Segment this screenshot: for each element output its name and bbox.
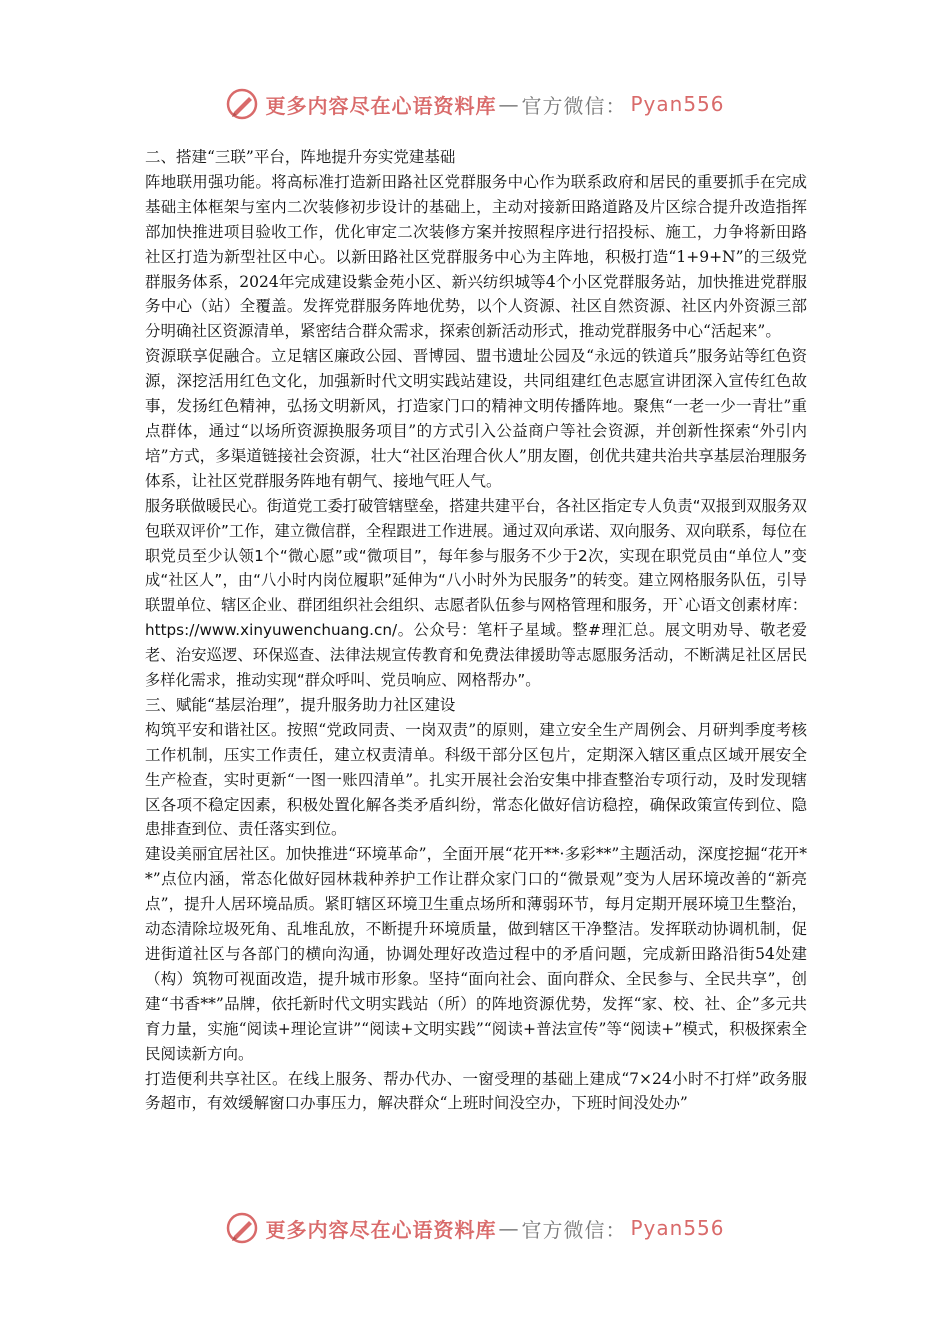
header-banner	[0, 84, 950, 124]
paragraph: 阵地联用强功能。将高标准打造新田路社区党群服务中心作为联系政府和居民的重要抓手在完成基础主体框架与室内二次装修初步设计的基础上，主动对接新田路道路及片区综合提升改造指挥部加快推进项目验收工作，优化审定二次装修方案并按照程序进行招投标、施工，力争将新田路社区打造为新型社区中心。以新田路社区党群服务中心为主阵地，积极打造“1+9+N”的三级党群服务体系，2024年完成建设紫金苑小区、新兴纺织城等4个小区党群服务站，加快推进党群服务中心（站）全覆盖。发挥党群服务阵地优势，以个人资源、社区自然资源、社区内外资源三部分明确社区资源清单，紧密结合群众需求，探索创新活动形式，推动党群服务中心“活起来”。	[145, 172, 807, 341]
banner-wechat-id: Pyan556	[630, 92, 725, 116]
paragraph: 服务联做暖民心。街道党工委打破管辖壁垒，搭建共建平台，各社区指定专人负责“双报到双服务双包联双评价”工作，建立微信群，全程跟进工作进展。通过双向承诺、双向服务、双向联系，每位在职党员至少认领1个“微心愿”或“微项目”，每年参与服务不少于2次，实现在职党员由“单位人”变成“社区人”，由“八小时内岗位履职”延伸为“八小时外为民服务”的转变。建立网格服务队伍，引导联盟单位、辖区企业、群团组织社会组织、志愿者队伍参与网格管理和服务，开`心语文创素材库：https://www.xinyuwenchuang.cn/。公众号：笔杆子星域。整#理汇总。展文明劝导、敬老爱老、治安巡逻、环保巡查、法律法规宣传教育和免费法律援助等志愿服务活动，不断满足社区居民多样化需求，推动实现“群众呼叫、党员响应、网格帮办”。	[145, 496, 807, 690]
section-heading: 二、搭建“三联”平台，阵地提升夯实党建基础	[145, 148, 456, 166]
paragraph: 打造便利共享社区。在线上服务、帮办代办、一窗受理的基础上建成“7×24小时不打烊”政务服务超市，有效缓解窗口办事压力，解决群众“上班时间没空办，下班时间没处办”	[145, 1069, 807, 1113]
pen-logo-icon	[225, 1211, 259, 1245]
document-body	[145, 145, 807, 1116]
banner-wechat-id: Pyan556	[630, 1216, 725, 1240]
banner-dash: —	[498, 1216, 520, 1240]
section-heading: 三、赋能“基层治理”，提升服务助力社区建设	[145, 695, 456, 714]
paragraph: 建设美丽宜居社区。加快推进“环境革命”，全面开展“花开**·多彩**”主题活动，深度挖掘“花开**”点位内涵，常态化做好园林栽种养护工作让群众家门口的“微景观”变为人居环境改善的“新亮点”，提升人居环境品质。紧盯辖区环境卫生重点场所和薄弱环节，每月定期开展环境卫生整治，动态清除垃圾死角、乱堆乱放，不断提升环境质量，做到辖区干净整洁。发挥联动协调机制，促进街道社区与各部门的横向沟通，协调处理好改造过程中的矛盾问题，完成新田路沿街54处建（构）筑物可视面改造，提升城市形象。坚持“面向社会、面向群众、全民参与、全民共享”，创建“书香**”品牌，依托新时代文明实践站（所）的阵地资源优势，发挥“家、校、社、企”多元共育力量，实施“阅读+理论宣讲”“阅读+文明实践”“阅读+普法宣传”等“阅读+”模式，积极探索全民阅读新方向。	[145, 845, 807, 1063]
footer-banner	[0, 1208, 950, 1248]
banner-tail-text: 官方微信：	[521, 1217, 627, 1242]
banner-main-text: 更多内容尽在心语资料库	[265, 93, 497, 118]
paragraph: 构筑平安和谐社区。按照“党政同责、一岗双责”的原则，建立安全生产周例会、月研判季度考核工作机制，压实工作责任，建立权责清单。科级干部分区包片，定期深入辖区重点区域开展安全生产检查，实时更新“一图一账四清单”。扎实开展社会治安集中排查整治专项行动，及时发现辖区各项不稳定因素，积极处置化解各类矛盾纠纷，常态化做好信访稳控，确保政策宣传到位、隐患排查到位、责任落实到位。	[145, 720, 807, 839]
paragraph: 资源联享促融合。立足辖区廉政公园、晋博园、盟书遗址公园及“永远的铁道兵”服务站等红色资源，深挖活用红色文化，加强新时代文明实践站建设，共同组建红色志愿宣讲团深入宣传红色故事，发扬红色精神，弘扬文明新风，打造家门口的精神文明传播阵地。聚焦“一老一少一青壮”重点群体，通过“以场所资源换服务项目”的方式引入公益商户等社会资源，并创新性探索“外引内培”方式，多渠道链接社会资源，壮大“社区治理合伙人”朋友圈，创优共建共治共享基层治理服务体系，让社区党群服务阵地有朝气、接地气旺人气。	[145, 347, 807, 490]
banner-tail-text: 官方微信：	[521, 93, 627, 118]
banner-dash: —	[498, 92, 520, 116]
banner-main-text: 更多内容尽在心语资料库	[265, 1217, 497, 1242]
pen-logo-icon	[225, 87, 259, 121]
